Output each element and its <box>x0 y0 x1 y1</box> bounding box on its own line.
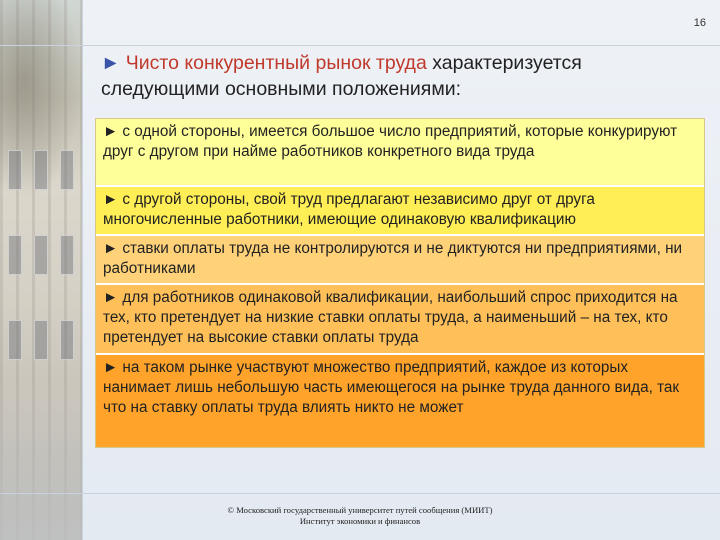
heading-rest: характеризуется следующими основными положениями: <box>101 52 582 100</box>
window-shape <box>8 235 22 275</box>
window-shape <box>34 235 48 275</box>
window-shape <box>34 320 48 360</box>
footer-line-institute: Институт экономики и финансов <box>299 516 421 526</box>
building-photo <box>0 0 82 540</box>
heading-highlight: Чисто конкурентный рынок труда <box>125 52 427 74</box>
sidebar-divider <box>82 0 83 540</box>
header-divider <box>0 45 720 46</box>
footer-line-university: © Московский государственный университет путей сообщения (МИИТ) <box>227 505 493 515</box>
statement-item: ► на таком рынке участвуют множество предприятий, каждое из которых нанимает лишь небольшую часть имеющегося на рынке труда данного вида, так что на ставку оплаты труда влиять никто не может <box>96 355 704 447</box>
window-shape <box>60 235 74 275</box>
statement-item: ► с одной стороны, имеется большое число предприятий, которые конкурируют друг с другом при найме работников конкретного вида труда <box>96 119 704 187</box>
slide-heading <box>101 50 701 102</box>
footer-copyright <box>200 505 520 527</box>
statement-list <box>95 118 705 448</box>
window-shape <box>8 320 22 360</box>
bullet-marker: ► <box>101 52 121 74</box>
statement-item: ► для работников одинаковой квалификации, наибольший спрос приходится на тех, кто претендует на низкие ставки оплаты труда, а наименьший – на тех, кто претендует на высокие ставки оплаты труда <box>96 285 704 355</box>
window-shape <box>60 150 74 190</box>
window-shape <box>34 150 48 190</box>
window-shape <box>60 320 74 360</box>
slide-number: 16 <box>693 17 706 29</box>
statement-item: ► с другой стороны, свой труд предлагают независимо друг от друга многочисленные работники, имеющие одинаковую квалификацию <box>96 187 704 236</box>
footer-divider <box>0 493 720 494</box>
statement-item: ► ставки оплаты труда не контролируются и не диктуются ни предприятиями, ни работниками <box>96 236 704 285</box>
window-shape <box>8 150 22 190</box>
